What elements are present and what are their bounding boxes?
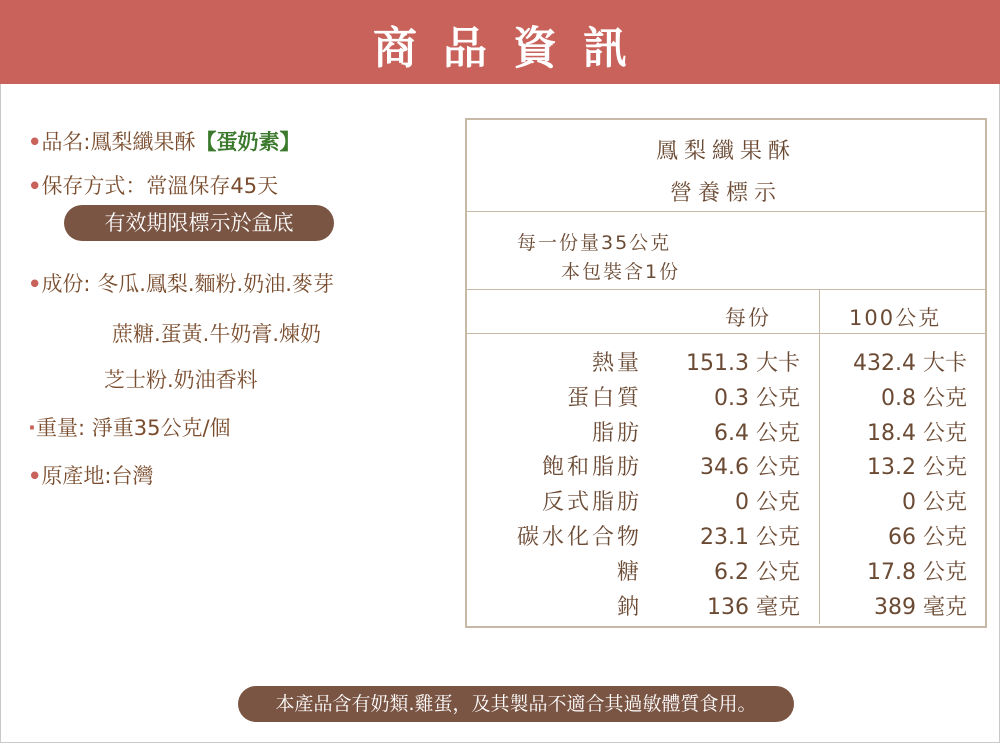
diet-tag: 【蛋奶素】 xyxy=(195,130,301,154)
banner-title: 商品資訊 xyxy=(373,23,653,74)
bullet-icon: · xyxy=(28,416,36,440)
nutrient-label: 蛋白質 xyxy=(566,385,642,411)
nutrient-label: 鈉 xyxy=(616,594,642,620)
per-serving-value: 6.2 公克 xyxy=(714,559,800,585)
title-banner xyxy=(0,0,1000,84)
nutrition-row xyxy=(467,520,985,555)
bullet-icon: • xyxy=(28,174,42,198)
per-100g-value: 389 毫克 xyxy=(874,594,967,620)
nutrient-label: 熱量 xyxy=(591,351,642,376)
per-100g-value: 13.2 公克 xyxy=(867,455,967,481)
nutrition-row xyxy=(467,381,985,416)
per-100g-value: 0 公克 xyxy=(902,490,967,516)
nutrient-label: 脂肪 xyxy=(591,420,642,446)
weight-text: 重量: 淨重35公克/個 xyxy=(35,416,231,440)
divider xyxy=(467,333,985,334)
nutrition-row xyxy=(467,450,985,485)
product-name-line xyxy=(28,126,301,156)
col-header-per-serving: 每份 xyxy=(725,306,771,330)
nutrition-product: 鳳梨纖果酥 xyxy=(655,139,796,164)
storage-text: 保存方式：常溫保存45天 xyxy=(41,174,279,198)
nutrient-label: 糖 xyxy=(616,559,642,585)
nutrition-table xyxy=(465,118,987,628)
bullet-icon: • xyxy=(28,130,42,154)
per-serving-value: 151.3 大卡 xyxy=(686,351,800,376)
nutrient-label: 碳水化合物 xyxy=(516,525,642,550)
product-name: 品名:鳳梨纖果酥 xyxy=(41,130,196,154)
per-serving-value: 0.3 公克 xyxy=(714,385,800,411)
nutrient-label: 飽和脂肪 xyxy=(541,455,642,481)
per-100g-value: 66 公克 xyxy=(888,525,967,550)
per-serving-value: 23.1 公克 xyxy=(700,525,800,550)
origin-text: 原產地:台灣 xyxy=(41,464,154,488)
per-serving-value: 0 公克 xyxy=(735,490,800,516)
storage-line xyxy=(28,170,278,200)
nutrition-row xyxy=(467,485,985,520)
nutrition-row xyxy=(467,346,985,381)
weight-line xyxy=(28,412,231,442)
divider xyxy=(467,289,985,290)
divider xyxy=(467,211,985,212)
nutrition-title: 營養標示 xyxy=(669,181,782,206)
nutrition-row xyxy=(467,555,985,590)
ingredients-line xyxy=(28,268,334,298)
ingredients-text-2: 蔗糖.蛋黃.牛奶膏.煉奶 xyxy=(112,322,322,346)
nutrition-row xyxy=(467,416,985,451)
expiry-badge: 有效期限標示於盒底 xyxy=(64,205,334,241)
nutrient-label: 反式脂肪 xyxy=(541,490,642,516)
allergen-notice: 本產品含有奶類.雞蛋，及其製品不適合其過敏體質食用。 xyxy=(238,686,794,722)
per-serving-value: 34.6 公克 xyxy=(700,455,800,481)
nutrition-row xyxy=(467,590,985,625)
origin-line xyxy=(28,460,154,490)
per-serving-value: 136 毫克 xyxy=(707,594,800,620)
ingredients-text-3: 芝士粉.奶油香料 xyxy=(104,368,258,392)
bullet-icon: • xyxy=(28,464,42,488)
per-100g-value: 17.8 公克 xyxy=(867,559,967,585)
ingredients-text-1: 成份: 冬瓜.鳳梨.麵粉.奶油.麥芽 xyxy=(41,272,334,296)
bullet-icon: • xyxy=(28,272,42,296)
per-100g-value: 432.4 大卡 xyxy=(853,351,967,376)
servings-per-pack: 本包裝含1份 xyxy=(561,261,681,283)
col-header-per-100g: 100公克 xyxy=(849,306,942,330)
per-100g-value: 0.8 公克 xyxy=(881,385,967,411)
per-serving-value: 6.4 公克 xyxy=(714,420,800,446)
per-100g-value: 18.4 公克 xyxy=(867,420,967,446)
serving-size: 每一份量35公克 xyxy=(517,232,672,254)
